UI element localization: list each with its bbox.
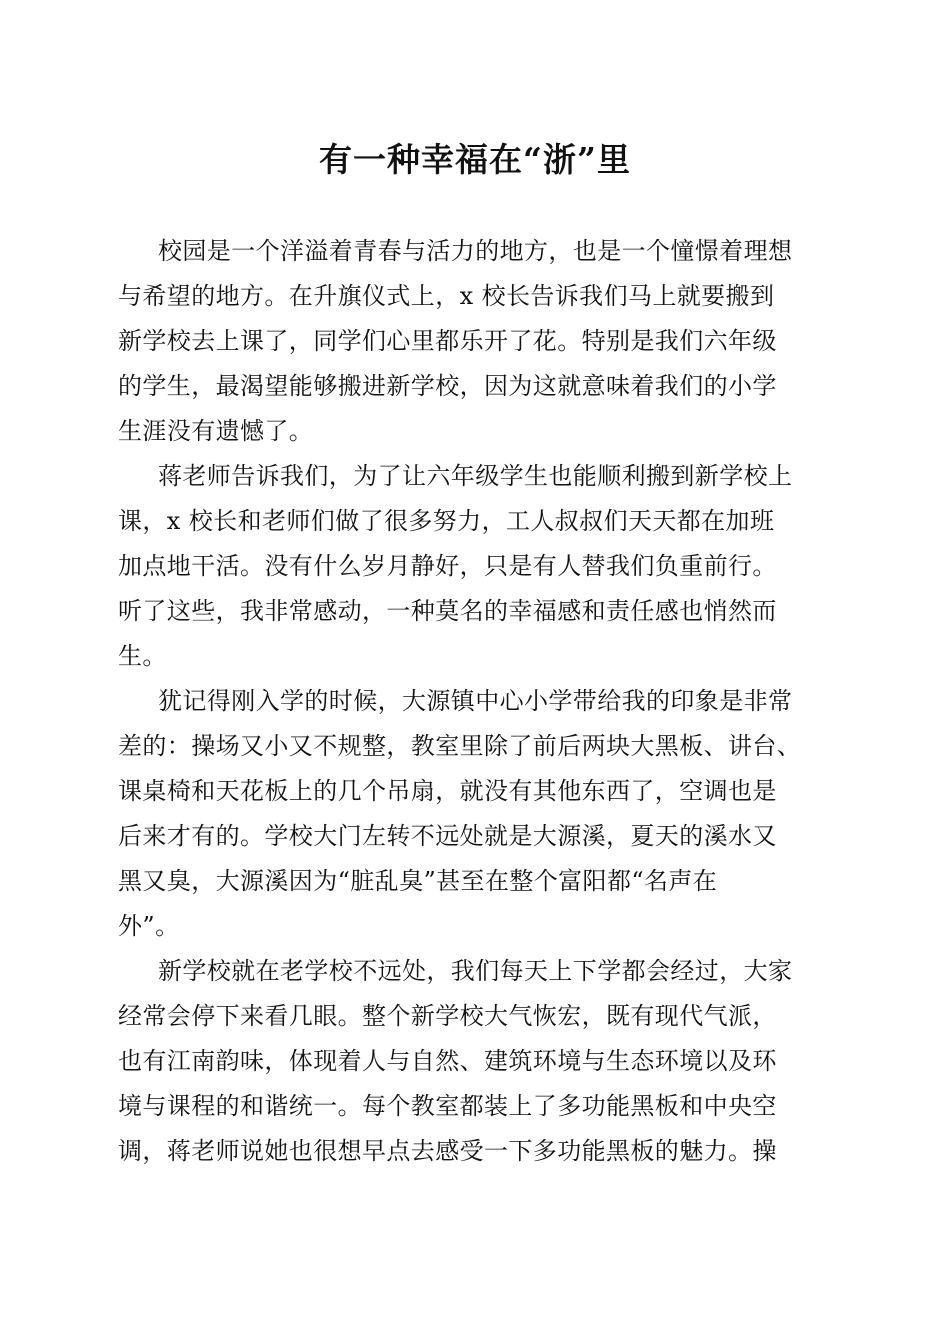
text-line: 外”。 <box>118 912 180 940</box>
text-line: 课桌椅和天花板上的几个吊扇，就没有其他东西了，空调也是 <box>118 777 777 805</box>
text-line: 加点地干活。没有什么岁月静好，只是有人替我们负重前行。 <box>118 552 777 580</box>
text-line: 经常会停下来看几眼。整个新学校大气恢宏，既有现代气派， <box>118 1002 777 1030</box>
paragraph-3 <box>118 679 838 949</box>
text-line: 调，蒋老师说她也很想早点去感受一下多功能黑板的魅力。操 <box>118 1137 777 1165</box>
text-line: 校园是一个洋溢着青春与活力的地方，也是一个憧憬着理想 <box>158 237 793 265</box>
text-line: 也有江南韵味，体现着人与自然、建筑环境与生态环境以及环 <box>118 1047 777 1075</box>
paragraph-1 <box>118 229 838 454</box>
text-line: 境与课程的和谐统一。每个教室都装上了多功能黑板和中央空 <box>118 1092 777 1120</box>
text-line: 听了这些，我非常感动，一种莫名的幸福感和责任感也悄然而 <box>118 597 777 625</box>
text-line: 生。 <box>118 642 167 670</box>
text-line: 生涯没有遗憾了。 <box>118 417 314 445</box>
document-body <box>118 229 838 1174</box>
paragraph-2 <box>118 454 838 679</box>
text-line: 差的：操场又小又不规整，教室里除了前后两块大黑板、讲台、 <box>118 732 802 760</box>
text-line: 黑又臭，大源溪因为“脏乱臭”甚至在整个富阳都“名声在 <box>118 867 718 895</box>
text-line: 蒋老师告诉我们，为了让六年级学生也能顺利搬到新学校上 <box>158 462 793 490</box>
text-line: 新学校去上课了，同学们心里都乐开了花。特别是我们六年级 <box>118 327 777 355</box>
document-title: 有一种幸福在“浙”里 <box>319 140 631 179</box>
text-line: 犹记得刚入学的时候，大源镇中心小学带给我的印象是非常 <box>158 687 793 715</box>
paragraph-4 <box>118 949 838 1174</box>
text-line: 课，x 校长和老师们做了很多努力，工人叔叔们天天都在加班 <box>118 507 775 535</box>
text-line: 与希望的地方。在升旗仪式上，x 校长告诉我们马上就要搬到 <box>118 282 775 310</box>
text-line: 后来才有的。学校大门左转不远处就是大源溪，夏天的溪水又 <box>118 822 777 850</box>
text-line: 新学校就在老学校不远处，我们每天上下学都会经过，大家 <box>158 957 793 985</box>
text-line: 的学生，最渴望能够搬进新学校，因为这就意味着我们的小学 <box>118 372 777 400</box>
